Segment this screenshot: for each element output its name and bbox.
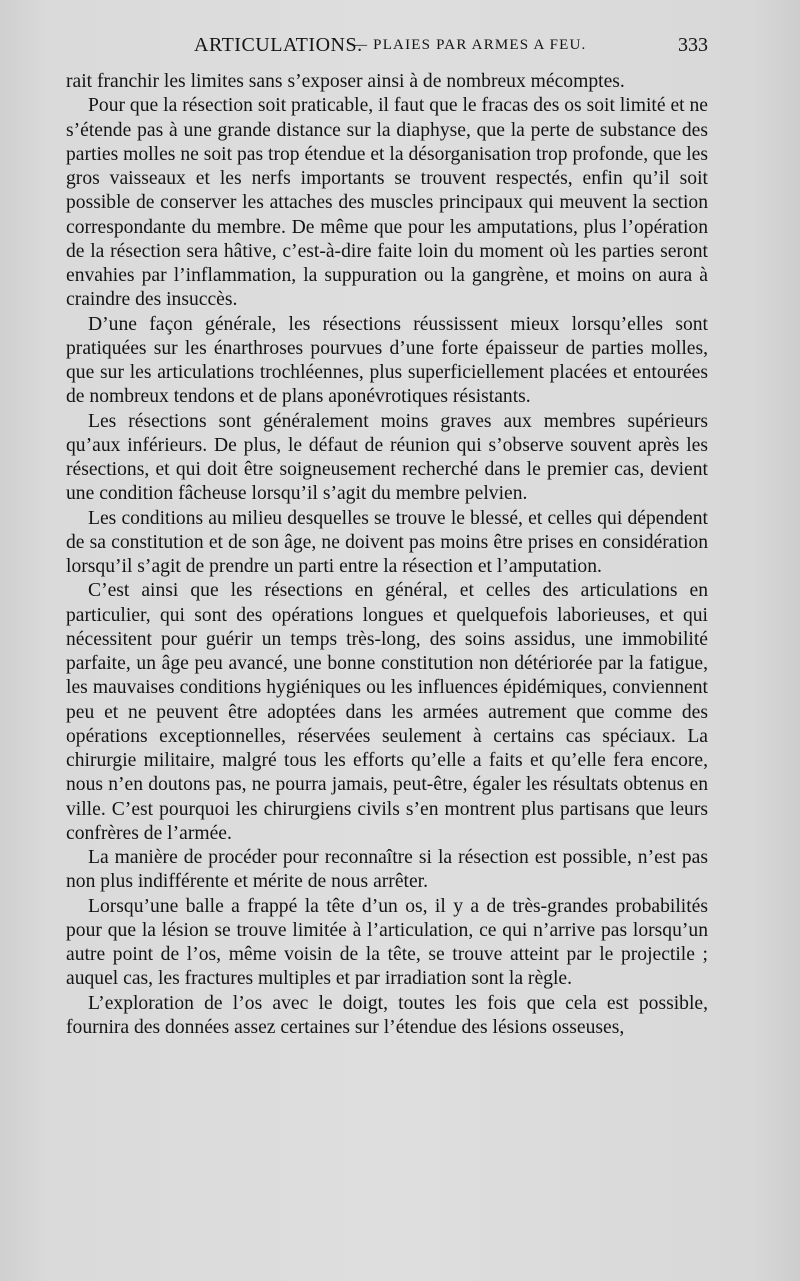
paragraph: L’exploration de l’os avec le doigt, toutes les fois que cela est possible, fournira des données assez certaines sur l’étendue des lésions osseuses, (66, 992, 708, 1038)
paragraph: Pour que la résection soit praticable, il faut que le fracas des os soit limité et ne s’étende pas à une grande distance sur la diaphyse, que la perte de substance des parties molles ne soit pas trop étendue et la désorganisation trop profonde, que les gros vaisseaux et les nerfs importants se trouvent respectés, enfin qu’il soit possible de conserver les attaches des muscles principaux qui meuvent la section correspondante du membre. De même que pour les amputations, plus l’opération de la résection sera hâtive, c’est-à-dire faite loin du moment où les parties seront envahies par l’inflammation, la suppuration ou la gangrène, et moins on aura à craindre des insuccès. (66, 95, 708, 311)
paragraph-continuation: rait franchir les limites sans s’exposer ainsi à de nombreux mécomptes. (66, 71, 625, 92)
header-subtitle: — PLAIES PAR ARMES A FEU. (352, 37, 587, 53)
paragraph: La manière de procéder pour reconnaître si la résection est possible, n’est pas non plus indifférente et mérite de nous arrêter. (66, 847, 708, 893)
paragraph: Lorsqu’une balle a frappé la tête d’un os, il y a de très-grandes probabilités pour que la lésion se trouve limitée à l’articulation, ce qui n’arrive pas lorsqu’un autre point de l’os, même voisin de la tête, se trouve atteint par le projectile ; auquel cas, les fractures multiples et par irradiation sont la règle. (66, 895, 708, 990)
paragraph: D’une façon générale, les résections réussissent mieux lorsqu’elles sont pratiquées sur les énarthroses pourvues d’une forte épaisseur de parties molles, que sur les articulations trochléennes, plus superficiellement placées et entourées de nombreux tendons et de plans aponévrotiques résistants. (66, 313, 708, 408)
paragraph: Les conditions au milieu desquelles se trouve le blessé, et celles qui dépendent de sa constitution et de son âge, ne doivent pas moins être prises en considération lorsqu’il s’agit de prendre un parti entre la résection et l’amputation. (66, 507, 708, 577)
paragraph: C’est ainsi que les résections en général, et celles des articulations en particulier, qui sont des opérations longues et quelquefois laborieuses, et qui nécessitent pour guérir un temps très-long, des soins assidus, une immobilité parfaite, un âge peu avancé, une bonne constitution non détériorée par la fatigue, les mauvaises conditions hygiéniques ou les influences épidémiques, conviennent peu et ne peuvent être adoptées dans les armées autrement que comme des opérations exceptionnelles, réservées seulement à certains cas spéciaux. La chirurgie militaire, malgré tous les efforts qu’elle a faits et qu’elle fera encore, nous n’en doutons pas, ne pourra jamais, peut-être, égaler les résultats obtenus en ville. C’est pourquoi les chirurgiens civils s’en montrent plus partisans que leurs confrères de l’armée. (66, 580, 708, 844)
paragraph: Les résections sont généralement moins graves aux membres supérieurs qu’aux inférieurs. De plus, le défaut de réunion qui s’observe souvent après les résections, et qui doit être soigneusement recherché dans le premier cas, devient une condition fâcheuse lorsqu’il s’agit du membre pelvien. (66, 410, 708, 505)
header-title: ARTICULATIONS. (194, 34, 363, 56)
running-header (80, 34, 708, 64)
body-text (66, 70, 708, 1040)
page-number: 333 (678, 34, 708, 56)
